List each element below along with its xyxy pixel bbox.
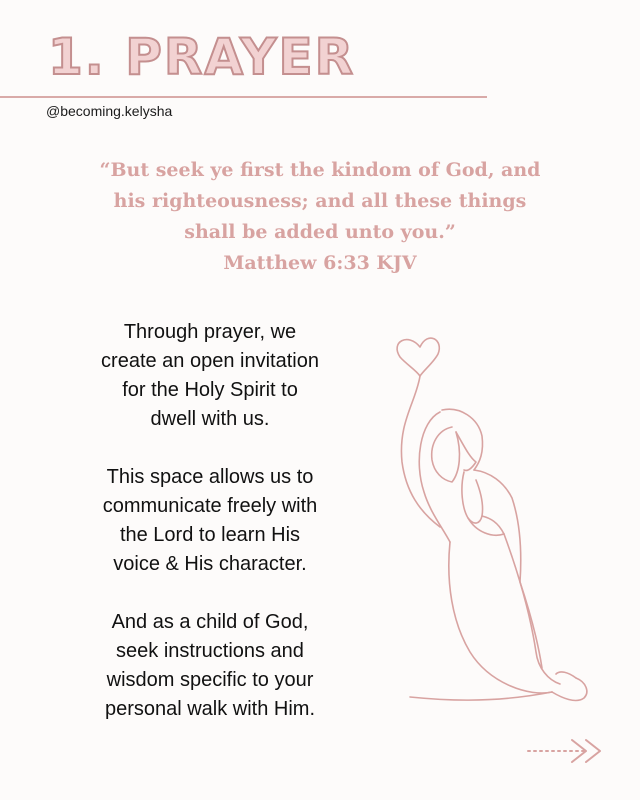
body-line: personal walk with Him.: [104, 698, 316, 720]
next-arrow-icon[interactable]: [526, 738, 606, 773]
body-line: Through prayer, we: [123, 321, 297, 343]
body-line: seek instructions and: [116, 640, 304, 662]
body-line: dwell with us.: [150, 408, 270, 430]
body-paragraph: [70, 318, 350, 434]
body-line: create an open invitation: [101, 350, 319, 372]
scripture-quote: [90, 155, 550, 279]
body-line: And as a child of God,: [111, 611, 309, 633]
quote-citation: Matthew 6:33 KJV: [223, 252, 417, 274]
quote-line: “But seek ye first the kindom of God, and: [99, 159, 541, 181]
body-line: This space allows us to: [106, 466, 314, 488]
body-paragraph: [70, 608, 350, 724]
title-divider: [0, 96, 487, 98]
page-title: 1. PRAYER: [48, 28, 356, 86]
body-line: voice & His character.: [113, 553, 307, 575]
body-line: communicate freely with: [102, 495, 318, 517]
quote-line: his righteousness; and all these things: [113, 190, 527, 212]
author-handle: @becoming.kelysha: [46, 103, 173, 119]
body-line: for the Holy Spirit to: [122, 379, 298, 401]
body-paragraph: [70, 463, 350, 579]
body-line: wisdom specific to your: [106, 669, 314, 691]
body-text: [70, 318, 350, 753]
praying-woman-line-art-icon: [380, 312, 610, 727]
quote-line: shall be added unto you.”: [184, 221, 456, 243]
body-line: the Lord to learn His: [119, 524, 301, 546]
